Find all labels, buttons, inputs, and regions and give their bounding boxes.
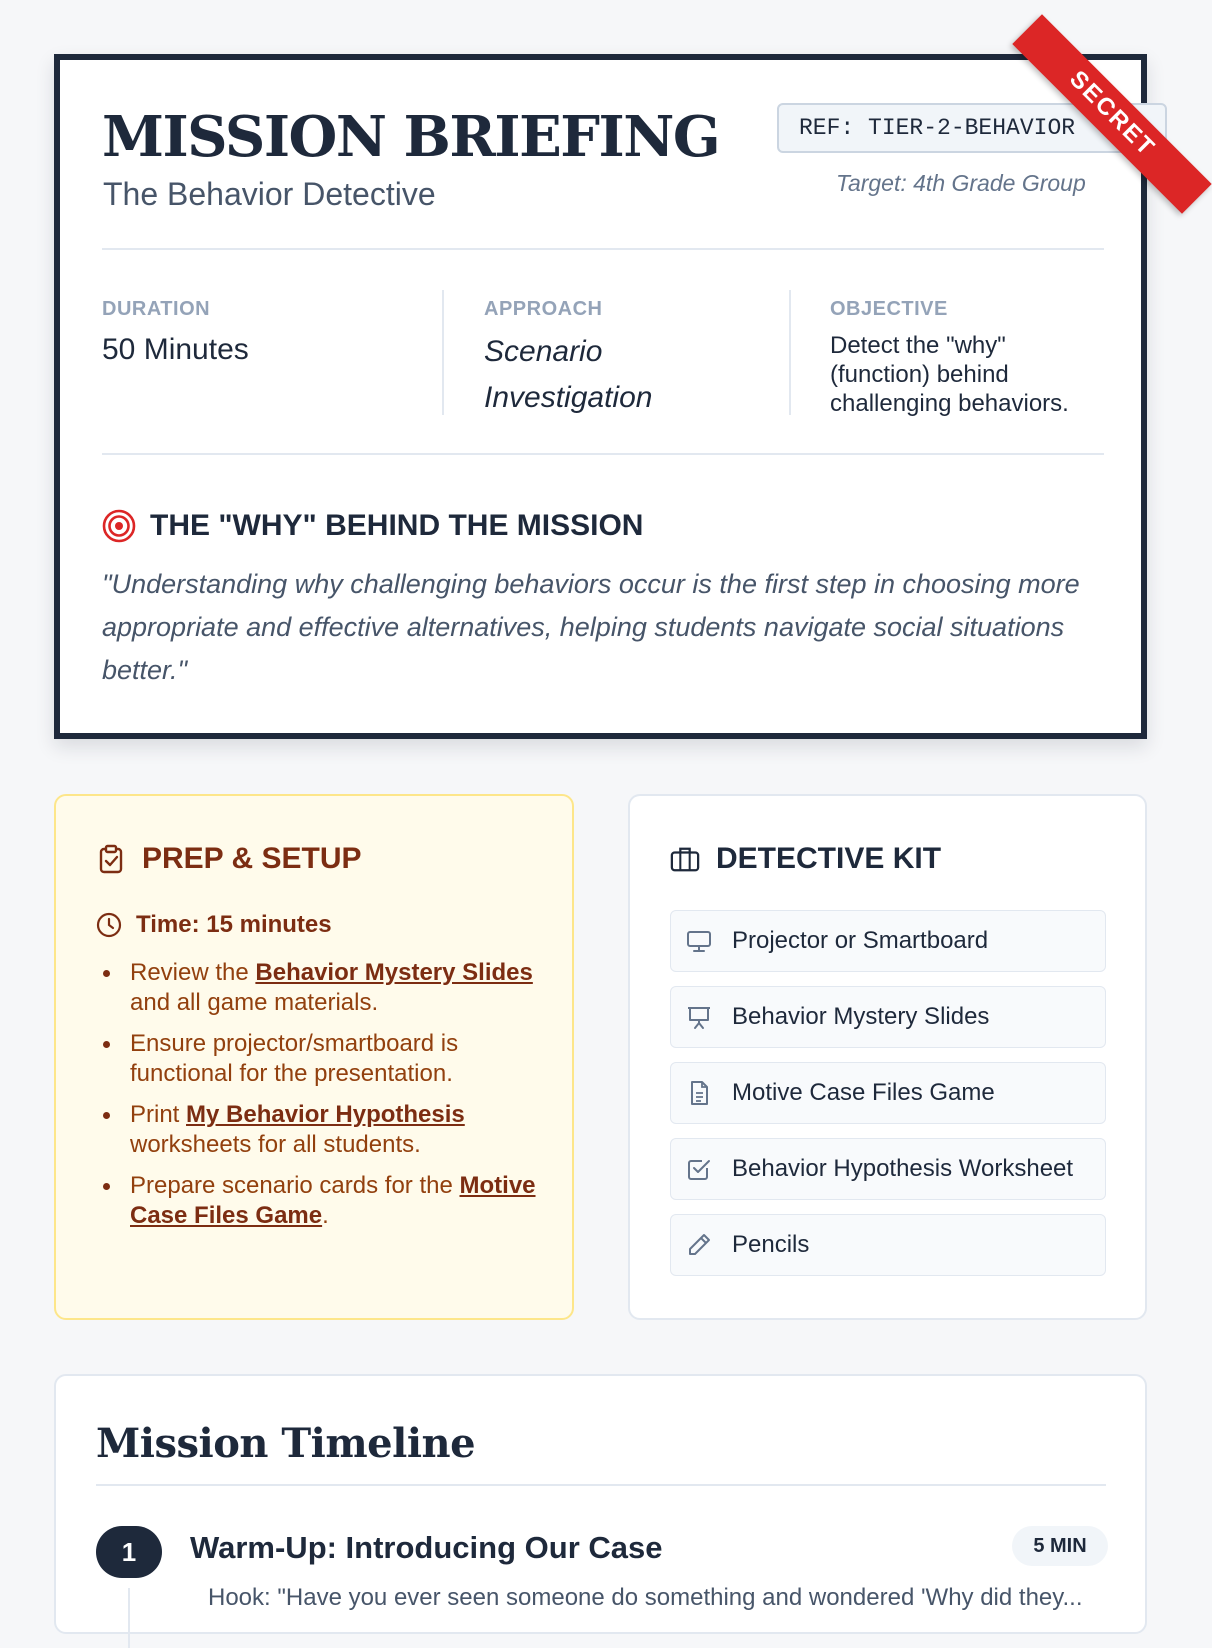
monitor-icon <box>686 928 712 954</box>
stat-label: DURATION <box>102 298 211 320</box>
prep-setup-card <box>54 794 574 1320</box>
checkbox-icon <box>686 1156 712 1182</box>
why-heading <box>102 509 643 543</box>
document-icon <box>686 1080 712 1106</box>
mission-briefing-card <box>54 54 1161 739</box>
page-subtitle: The Behavior Detective <box>103 176 436 212</box>
kit-item-label: Projector or Smartboard <box>732 927 989 954</box>
pencil-icon <box>686 1232 712 1258</box>
behavior-hypothesis-link[interactable]: My Behavior Hypothesis <box>186 1101 465 1128</box>
section-title: PREP & SETUP <box>142 842 362 875</box>
item-text: . <box>322 1202 329 1229</box>
divider <box>96 1484 1106 1486</box>
list-item <box>130 1100 550 1160</box>
section-title: THE "WHY" BEHIND THE MISSION <box>150 509 644 542</box>
kit-item-label: Behavior Mystery Slides <box>732 1003 990 1030</box>
clock-icon <box>96 912 122 938</box>
step-number: 1 <box>96 1526 162 1578</box>
secret-stamp: SECRET <box>1012 14 1211 213</box>
divider <box>102 453 1104 455</box>
timeline-title: Mission Timeline <box>96 1420 476 1467</box>
step-duration-badge: 5 MIN <box>1012 1526 1108 1566</box>
list-item <box>130 1171 550 1231</box>
clipboard-check-icon <box>96 844 126 874</box>
list-item <box>130 1029 550 1089</box>
kit-item-projector <box>670 910 1106 972</box>
item-text: worksheets for all students. <box>130 1131 421 1158</box>
target-icon <box>102 509 136 543</box>
item-text: Prepare scenario cards for the <box>130 1172 460 1199</box>
motive-case-files-link[interactable]: Motive Case Files Game <box>130 1172 536 1229</box>
kit-heading <box>670 842 941 876</box>
stat-value: 50 Minutes <box>102 333 249 366</box>
kit-item-label: Pencils <box>732 1231 810 1258</box>
mission-quote: "Understanding why challenging behaviors occur is the first step in choosing more appropriate and effective alternatives, helping students navigate social situations better." <box>102 569 1080 685</box>
item-text: Ensure projector/smartboard is functional for the presentation. <box>130 1030 459 1087</box>
kit-item-worksheet <box>670 1138 1106 1200</box>
section-title: DETECTIVE KIT <box>716 842 942 875</box>
divider <box>789 290 791 415</box>
divider <box>102 248 1104 250</box>
target-audience: Target: 4th Grade Group <box>836 170 1086 196</box>
step-description: Hook: "Have you ever seen someone do something and wondered 'Why did they... <box>208 1584 1083 1611</box>
page-title: MISSION BRIEFING <box>102 104 720 170</box>
briefcase-icon <box>670 844 700 874</box>
kit-item-game <box>670 1062 1106 1124</box>
stat-value: Detect the "why" (function) behind challenging behaviors. <box>830 332 1069 417</box>
stat-approach <box>484 290 774 415</box>
stat-value-line: Scenario <box>484 335 603 368</box>
prep-time-label: Time: 15 minutes <box>136 911 332 938</box>
stat-label: OBJECTIVE <box>830 298 948 320</box>
kit-item-slides <box>670 986 1106 1048</box>
kit-item-pencils <box>670 1214 1106 1276</box>
stat-objective <box>830 290 1120 415</box>
stat-duration <box>102 290 432 415</box>
stat-value <box>484 329 774 421</box>
detective-kit-card <box>628 794 1147 1320</box>
stat-value-line: Investigation <box>484 381 653 414</box>
prep-heading <box>96 842 362 876</box>
item-text: and all game materials. <box>130 989 379 1016</box>
timeline-connector <box>128 1588 130 1648</box>
mission-timeline-card <box>54 1374 1147 1634</box>
stat-label: APPROACH <box>484 298 603 320</box>
list-item <box>130 958 550 1018</box>
item-text: Print <box>130 1101 187 1128</box>
kit-item-label: Motive Case Files Game <box>732 1079 995 1106</box>
reference-code: REF: TIER-2-BEHAVIOR <box>777 103 1167 153</box>
prep-time <box>96 911 332 939</box>
kit-item-label: Behavior Hypothesis Worksheet <box>732 1155 1074 1182</box>
behavior-mystery-slides-link[interactable]: Behavior Mystery Slides <box>255 959 533 986</box>
prep-list <box>130 958 550 1242</box>
presentation-icon <box>686 1004 712 1030</box>
step-title: Warm-Up: Introducing Our Case <box>190 1530 663 1565</box>
item-text: Review the <box>130 959 256 986</box>
divider <box>442 290 444 415</box>
